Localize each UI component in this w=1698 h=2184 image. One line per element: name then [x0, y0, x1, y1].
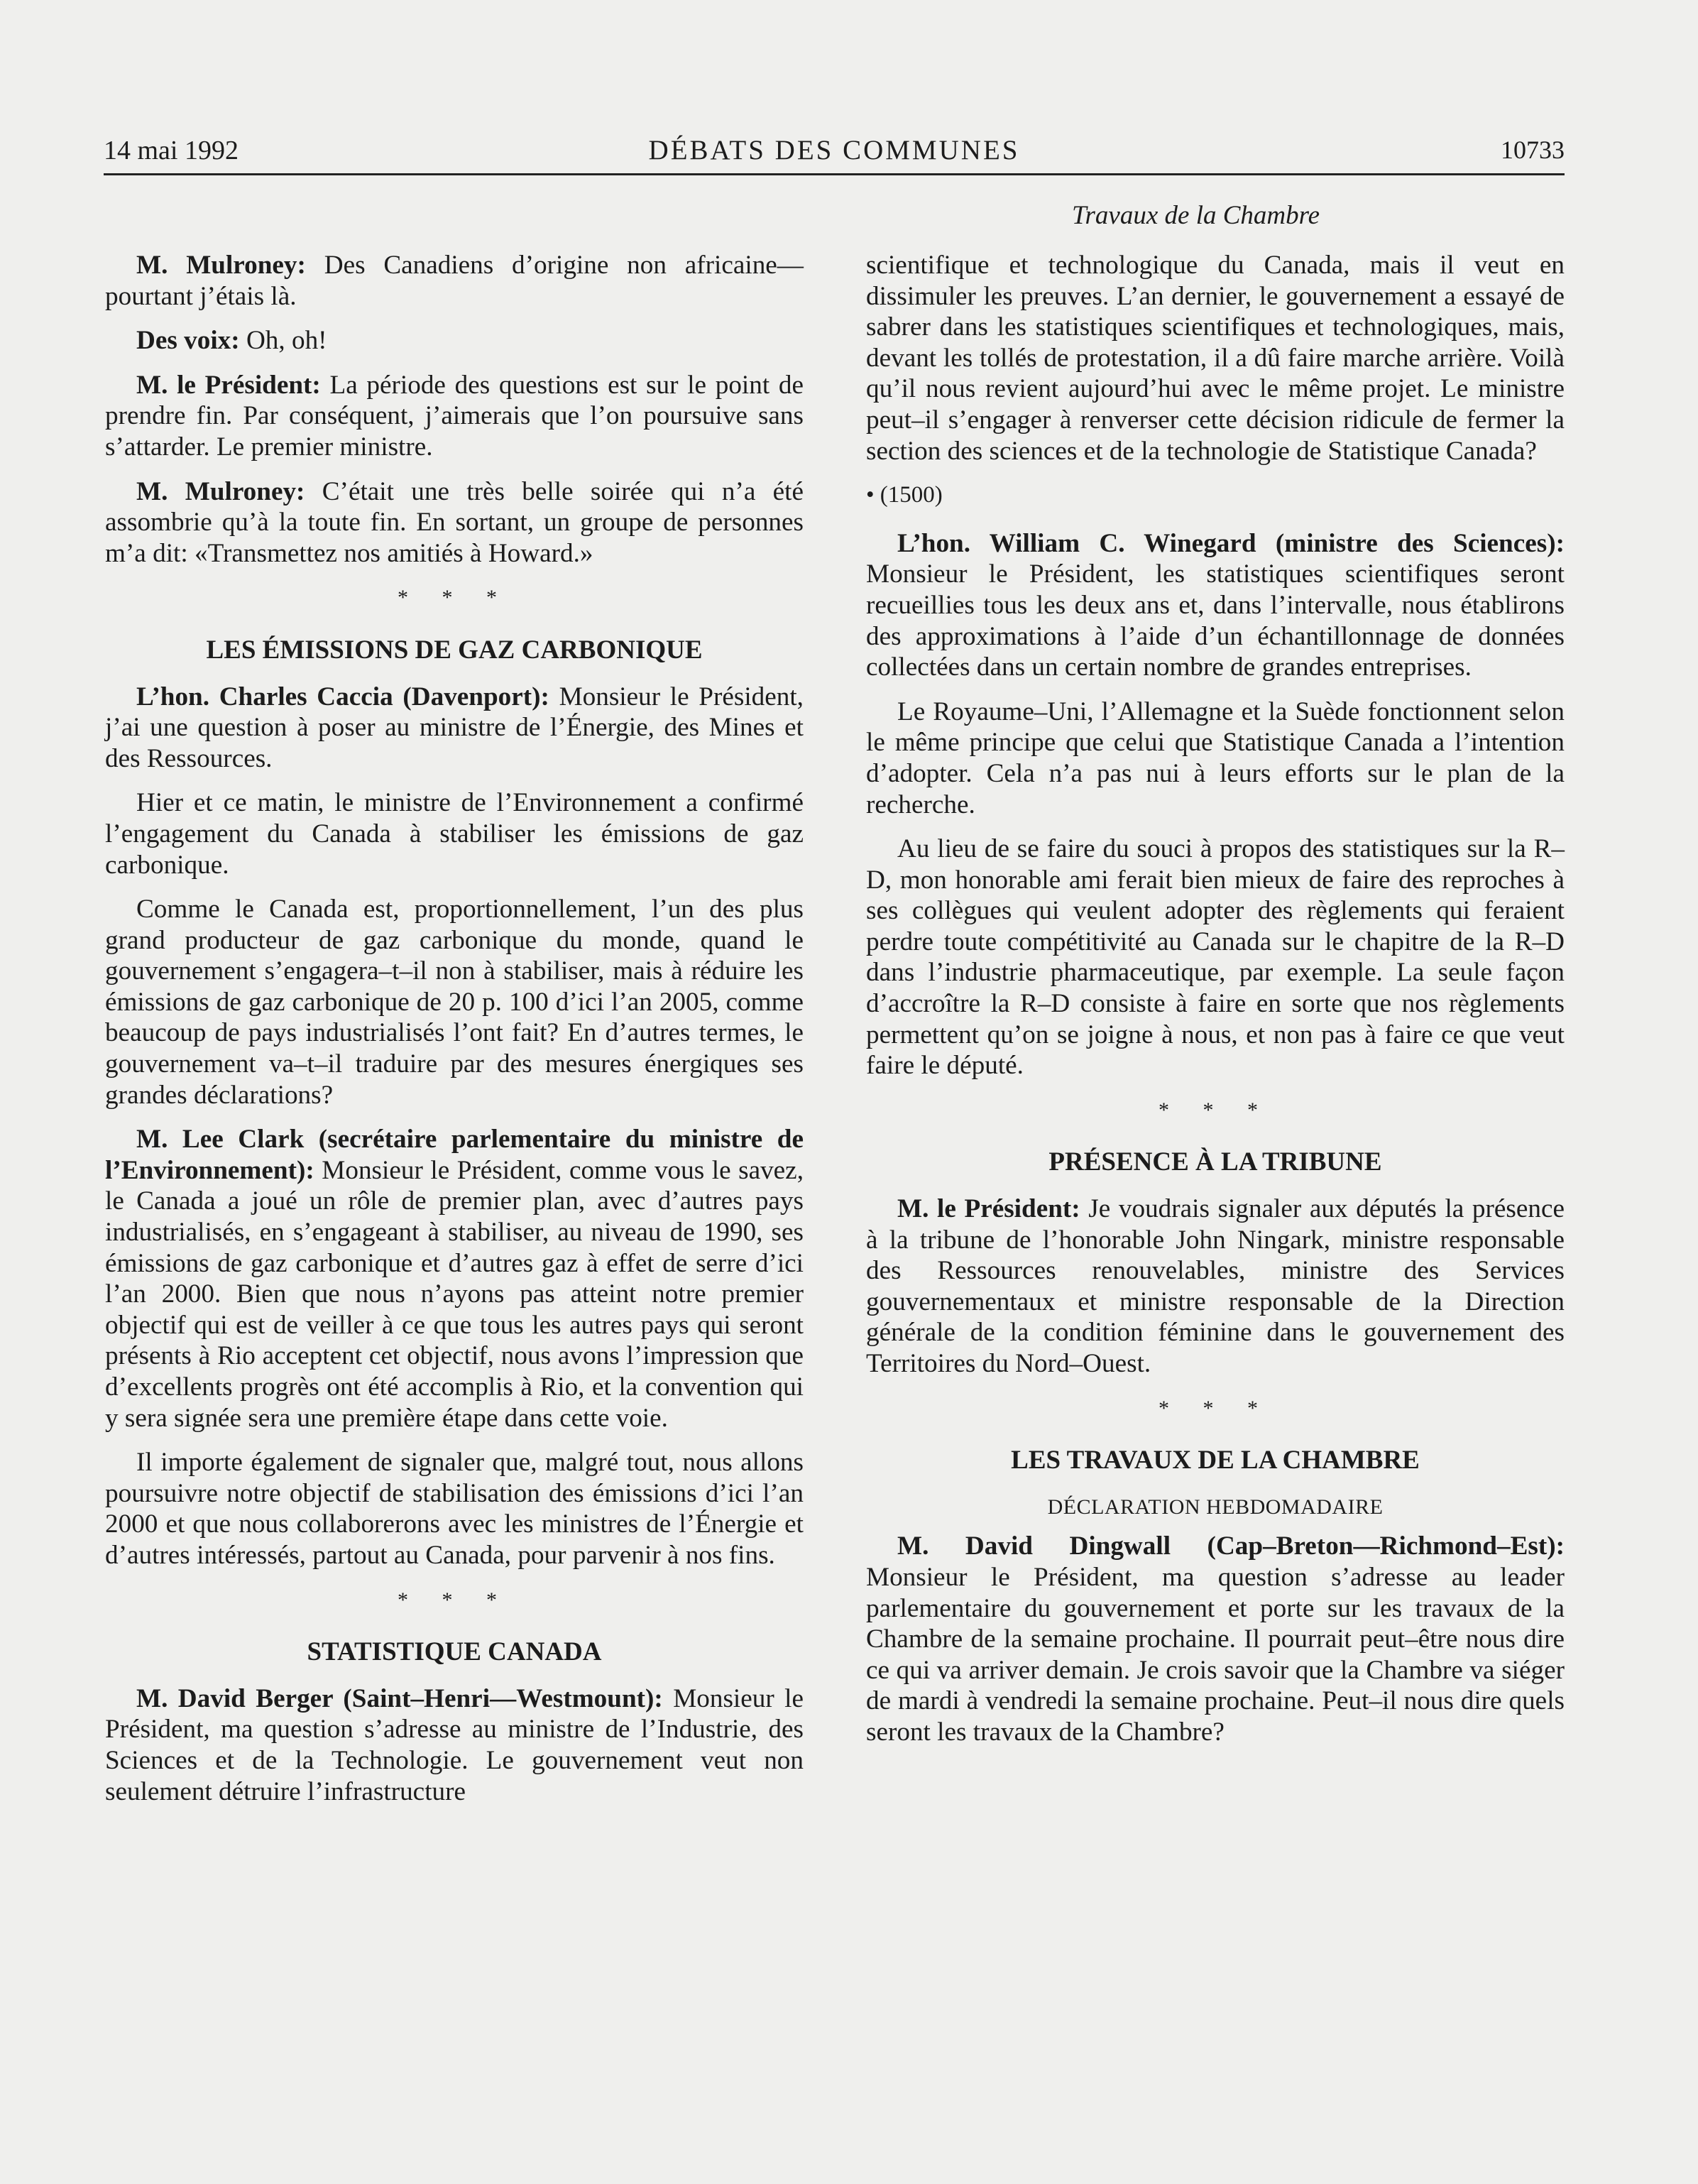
speaker-name: M. David Berger (Saint–Henri—Westmount):: [136, 1683, 663, 1713]
speaker-name: M. Lee Clark (secrétaire parlementaire du ministre de l’Environnement):: [105, 1125, 804, 1185]
paragraph: [105, 1683, 804, 1807]
speech-text: Je voudrais signaler aux députés la présence à la tribune de l’honorable John Ningark, ministre responsable des Ressources renouvelables, ministre des Services gouvernementaux et ministre responsable de la Direction générale de la condition féminine dans le gouvernement des Territoires du Nord–Ouest.: [866, 1194, 1565, 1378]
section-heading: LES ÉMISSIONS DE GAZ CARBONIQUE: [206, 635, 703, 665]
paragraph: Comme le Canada est, proportionnellement, l’un des plus grand producteur de gaz carbonique du monde, quand le gouvernement s’engagera–t–il non à stabiliser, mais à réduire les émissions de gaz carbonique de 20 p. 100 d’ici l’an 2005, comme beaucoup de pays industrialisés l’ont fait? En d’autres termes, le gouvernement va–t–il traduire par des mesures énergiques ses grandes déclarations?: [105, 895, 804, 1110]
speech-text: La période des questions est sur le point de prendre fin. Par conséquent, j’aimerais que l’on poursuive sans s’attarder. Le premier ministre.: [105, 370, 804, 462]
paragraph: Hier et ce matin, le ministre de l’Environnement a confirmé l’engagement du Canada à stabiliser les émissions de gaz carbonique.: [105, 788, 804, 880]
paragraph: [105, 370, 804, 463]
speaker-name: M. Mulroney:: [136, 251, 306, 280]
section-separator: * * *: [398, 586, 511, 610]
header-date: 14 mai 1992: [104, 136, 239, 165]
paragraph: Il importe également de signaler que, malgré tout, nous allons poursuivre notre objectif de stabilisation des émissions d’ici l’an 2000 et que nous collaborerons avec les ministres de l’Énergie et d’autres intéressés, partout au Canada, pour parvenir à nos fins.: [105, 1448, 804, 1570]
section-separator: * * *: [1159, 1098, 1272, 1122]
section-heading: LES TRAVAUX DE LA CHAMBRE: [1011, 1446, 1420, 1475]
left-column: [105, 250, 804, 1820]
paragraph: [105, 325, 804, 356]
right-column: [866, 250, 1565, 1762]
speaker-name: L’hon. William C. Winegard (ministre des Sciences):: [897, 528, 1565, 558]
speech-text: Monsieur le Président, ma question s’adresse au ministre de l’Industrie, des Sciences et de la Technologie. Le gouvernement veut non seulement détruire l’infrastructure: [105, 1683, 804, 1806]
page-number: 10733: [1501, 136, 1565, 164]
speech-text: Monsieur le Président, les statistiques scientifiques seront recueillies tous les deux ans et, dans l’intervalle, nous établirons des approximations à l’aide d’un échantillonnage de données collectées dans un certain nombre de grandes entreprises.: [866, 559, 1565, 682]
paragraph: [866, 528, 1565, 683]
speaker-name: M. le Président:: [136, 370, 321, 400]
section-separator: * * *: [398, 1588, 511, 1612]
header-title: DÉBATS DES COMMUNES: [648, 135, 1020, 165]
speech-text: Monsieur le Président, j’ai une question à poser au ministre de l’Énergie, des Mines et des Ressources.: [105, 682, 804, 773]
speech-text: C’était une très belle soirée qui n’a été assombrie qu’à la toute fin. En sortant, un groupe de personnes m’a dit: «Transmettez nos amitiés à Howard.»: [105, 476, 804, 568]
speaker-name: M. David Dingwall (Cap–Breton—Richmond–Est):: [897, 1531, 1565, 1561]
speaker-name: M. le Président:: [897, 1194, 1080, 1224]
paragraph: Le Royaume–Uni, l’Allemagne et la Suède fonctionnent selon le même principe que celui que Statistique Canada a l’intention d’adopter. Cela n’a pas nui à leurs efforts sur le plan de la recherche.: [866, 697, 1565, 819]
paragraph: [105, 250, 804, 312]
section-subheading: DÉCLARATION HEBDOMADAIRE: [1047, 1495, 1384, 1519]
speaker-name: M. Mulroney:: [136, 476, 305, 506]
speaker-name: Des voix:: [136, 326, 240, 356]
paragraph: Au lieu de se faire du souci à propos des statistiques sur la R–D, mon honorable ami ferait bien mieux de faire des reproches à ses collègues qui veulent adopter des règlements qui feraient perdre toute compétitivité au Canada sur le chapitre de la R–D dans l’industrie pharmaceutique, par exemple. La seule façon d’accroître la R–D consiste à faire en sorte que nos règlements permettent qu’on se joigne à nous, et non pas à faire ce que veut faire le député.: [866, 834, 1565, 1081]
speech-text: Monsieur le Président, ma question s’adresse au leader parlementaire du gouvernement et porte sur les travaux de la Chambre de la semaine prochaine. Il pourrait peut–être nous dire ce qui va arriver demain. Je crois savoir que la Chambre va siéger de mardi à vendredi la semaine prochaine. Peut–il nous dire quels seront les travaux de la Chambre?: [866, 1562, 1565, 1747]
time-marker: • (1500): [866, 482, 943, 508]
speech-text: Oh, oh!: [239, 326, 327, 356]
running-head: Travaux de la Chambre: [1072, 201, 1320, 230]
section-heading: STATISTIQUE CANADA: [307, 1637, 602, 1667]
paragraph: [866, 1531, 1565, 1747]
section-separator: * * *: [1159, 1396, 1272, 1420]
section-heading: PRÉSENCE À LA TRIBUNE: [1048, 1147, 1382, 1177]
speech-text: Des Canadiens d’origine non africaine—pourtant j’étais là.: [105, 251, 804, 311]
paragraph: [105, 682, 804, 775]
speech-text: Monsieur le Président, comme vous le savez, le Canada a joué un rôle de premier plan, avec d’autres pays industrialisés, en s’engageant à stabiliser, au niveau de 1990, ses émissions de gaz carbonique et d’autres gaz à effet de serre d’ici l’an 2000. Bien que nous n’ayons pas atteint notre premier objectif qui est de veiller à ce que tous les autres pays qui seront présents à Rio acceptent cet objectif, nous avons l’impression que d’excellents progrès ont été accomplis à Rio, et la convention qui y sera signée sera une première étape dans cette voie.: [105, 1155, 804, 1433]
paragraph: [105, 1124, 804, 1434]
page-header: [104, 122, 1565, 175]
speaker-name: L’hon. Charles Caccia (Davenport):: [136, 682, 549, 711]
paragraph: [866, 1194, 1565, 1380]
paragraph: [105, 476, 804, 569]
paragraph: scientifique et technologique du Canada, mais il veut en dissimuler les preuves. L’an dernier, le gouvernement a essayé de sabrer dans les statistiques scientifiques et technologiques, mais, devant les tollés de protestation, il a dû faire marche arrière. Voilà qu’il nous revient aujourd’hui avec le même projet. Le ministre peut–il s’engager à renverser cette décision ridicule de fermer la section des sciences et de la technologie de Statistique Canada?: [866, 251, 1565, 466]
